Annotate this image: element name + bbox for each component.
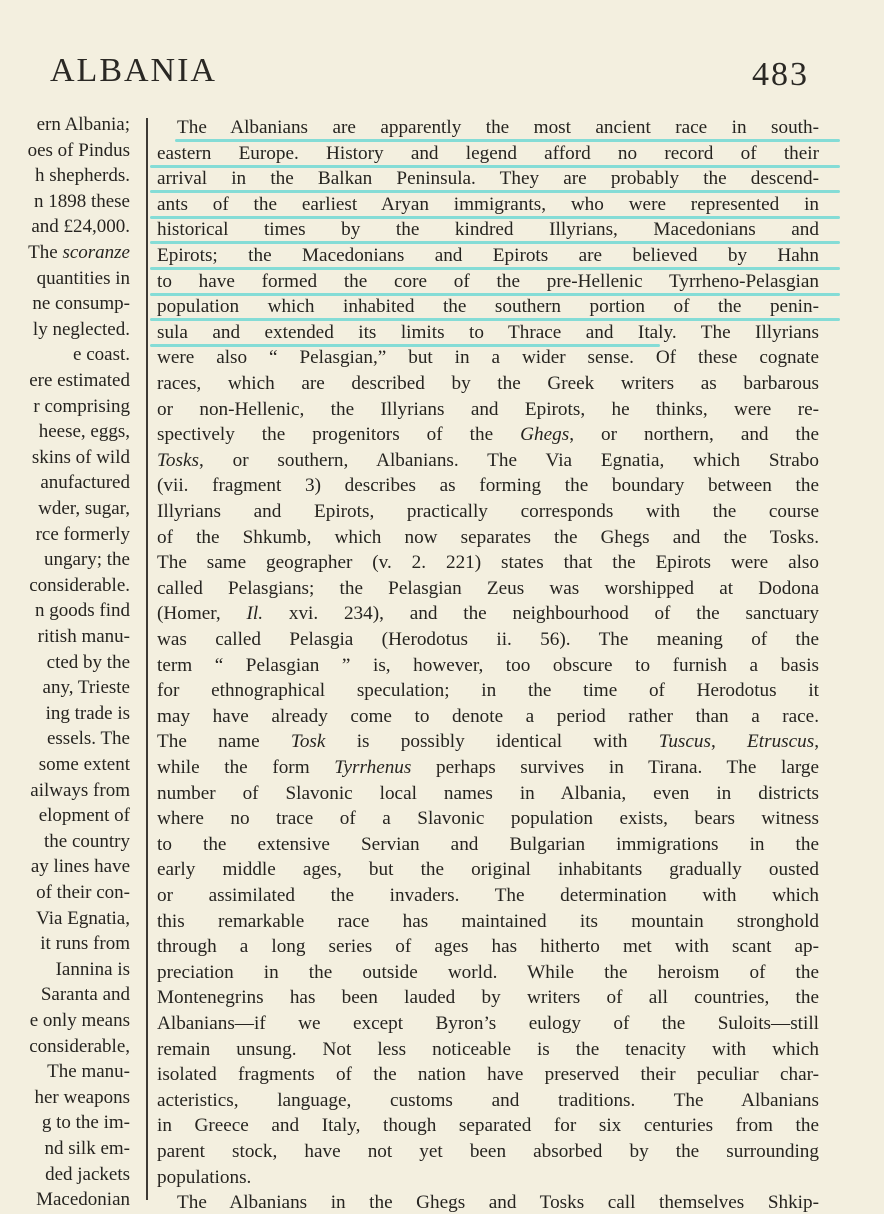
running-title: ALBANIA <box>50 52 217 89</box>
text-line: The Albanians are apparently the most ancient race in south- <box>177 117 819 138</box>
page-number: 483 <box>752 56 809 93</box>
text-line: eastern Europe. History and legend afford no record of their <box>157 142 819 164</box>
left-column-line: anufactured <box>40 472 130 494</box>
left-column-line: n 1898 these <box>33 190 130 212</box>
left-column-line: quantities in <box>36 267 130 289</box>
highlight-underline <box>150 190 840 193</box>
left-column-line: The manu- <box>47 1061 130 1083</box>
text-line: Tosks, or southern, Albanians. The Via Egnatia, which Strabo <box>157 449 819 471</box>
text-line: number of Slavonic local names in Albania, even in districts <box>157 782 819 804</box>
left-column-line: some extent <box>38 754 130 775</box>
text-line: this remarkable race has maintained its mountain stronghold <box>157 910 819 932</box>
left-column-line: ne consump- <box>32 293 130 315</box>
left-column-line: The scoranze <box>28 242 130 263</box>
left-column-line: her weapons <box>34 1086 130 1108</box>
text-line: (Homer, Il. xvi. 234), and the neighbourhood of the sanctuary <box>157 603 820 625</box>
text-line: arrival in the Balkan Peninsula. They are probably the descend- <box>157 168 819 190</box>
highlight-underline <box>150 318 840 321</box>
text-line: or non-Hellenic, the Illyrians and Epirots, he thinks, were re- <box>157 398 819 420</box>
left-column-line: ritish manu- <box>37 626 130 647</box>
text-line: of the Shkumb, which now separates the Ghegs and the Tosks. <box>157 526 819 548</box>
left-column-line: ing trade is <box>45 702 130 724</box>
text-line: remain unsung. Not less noticeable is the tenacity with which <box>157 1038 819 1060</box>
highlight-underline <box>150 267 840 270</box>
text-line: early middle ages, but the original inhabitants gradually ousted <box>157 859 819 881</box>
left-column-line: ailways from <box>30 779 130 801</box>
highlight-underline <box>150 165 840 168</box>
left-column-line: skins of wild <box>31 446 130 468</box>
text-line: Montenegrins has been lauded by writers of all countries, the <box>157 987 819 1009</box>
left-column-line: ay lines have <box>30 856 130 878</box>
text-line: while the form Tyrrhenus perhaps survives in Tirana. The large <box>157 757 819 778</box>
left-column-line: wder, sugar, <box>38 498 130 519</box>
highlight-underline <box>150 344 660 347</box>
text-line: parent stock, have not yet been absorbed by the surrounding <box>157 1141 819 1162</box>
text-line: acteristics, language, customs and traditions. The Albanians <box>157 1089 819 1111</box>
left-column-line: ded jackets <box>45 1163 130 1185</box>
text-line: to the extensive Servian and Bulgarian immigrations in the <box>157 833 819 855</box>
text-line: where no trace of a Slavonic population exists, bears witness <box>157 808 819 830</box>
text-line: were also “ Pelasgian,” but in a wider sense. Of these cognate <box>157 347 819 369</box>
text-line: ants of the earliest Aryan immigrants, who were represented in <box>157 193 819 215</box>
left-column-line: nd silk em- <box>44 1138 130 1159</box>
left-column-line: Via Egnatia, <box>36 907 130 929</box>
text-line: The same geographer (v. 2. 221) states that the Epirots were also <box>157 552 819 574</box>
text-line: called Pelasgians; the Pelasgian Zeus was worshipped at Dodona <box>157 577 819 599</box>
left-column-line: r comprising <box>33 395 130 417</box>
left-column-line: e only means <box>29 1010 130 1031</box>
highlight-underline <box>150 216 840 219</box>
text-line: (vii. fragment 3) describes as forming the boundary between the <box>157 475 819 497</box>
left-column-line: Saranta and <box>40 984 130 1006</box>
text-line: Epirots; the Macedonians and Epirots are believed by Hahn <box>157 245 819 266</box>
column-rule <box>146 118 148 1200</box>
left-column-line: n goods find <box>35 600 130 622</box>
text-line: may have already come to denote a period rather than a race. <box>157 705 819 727</box>
left-column-line: g to the im- <box>41 1112 130 1134</box>
left-column-line: considerable, <box>29 1035 130 1057</box>
left-column-line: the country <box>43 830 130 852</box>
text-line: populations. <box>157 1166 252 1188</box>
text-line: preciation in the outside world. While the heroism of the <box>157 961 819 983</box>
left-column-line: ere estimated <box>29 370 130 391</box>
left-column-line: rce formerly <box>35 523 130 545</box>
left-column-line: it runs from <box>40 933 130 955</box>
left-column-line: h shepherds. <box>35 165 130 187</box>
left-column-line: Macedonian <box>36 1189 130 1211</box>
text-line: or assimilated the invaders. The determination with which <box>157 885 819 906</box>
text-line: in Greece and Italy, though separated for six centuries from the <box>157 1115 819 1137</box>
left-column-line: cted by the <box>46 651 130 673</box>
text-line: The name Tosk is possibly identical with Tuscus, Etruscus, <box>157 731 819 753</box>
left-column-line: ungary; the <box>43 549 130 571</box>
text-line: Albanians—if we except Byron’s eulogy of the Suloits—still <box>157 1013 819 1034</box>
text-line: for ethnographical speculation; in the time of Herodotus it <box>157 680 819 702</box>
text-line: The Albanians in the Ghegs and Tosks call themselves Shkip- <box>177 1192 819 1214</box>
left-column-line: e coast. <box>73 344 130 366</box>
text-line: sula and extended its limits to Thrace and Italy. The Illyrians <box>157 321 819 343</box>
left-column-line: oes of Pindus <box>27 139 130 161</box>
text-line: races, which are described by the Greek writers as barbarous <box>157 373 819 394</box>
highlight-underline <box>175 139 840 142</box>
main-column <box>157 117 820 1214</box>
left-column-line: and £24,000. <box>31 216 130 238</box>
left-column-line: ern Albania; <box>36 114 130 135</box>
left-column-line: heese, eggs, <box>38 421 130 443</box>
text-line: population which inhabited the southern portion of the penin- <box>157 296 819 318</box>
text-line: spectively the progenitors of the Ghegs, or northern, and the <box>157 424 819 446</box>
left-column-line: of their con- <box>36 882 130 903</box>
highlight-underline <box>150 241 840 244</box>
left-column-fragment <box>0 114 130 1211</box>
highlight-underline <box>150 293 840 296</box>
text-line: to have formed the core of the pre-Hellenic Tyrrheno-Pelasgian <box>157 270 819 292</box>
text-line: isolated fragments of the nation have preserved their peculiar char- <box>157 1064 819 1086</box>
text-line: historical times by the kindred Illyrians, Macedonians and <box>157 219 819 241</box>
left-column-line: considerable. <box>29 574 130 596</box>
text-line: was called Pelasgia (Herodotus ii. 56). The meaning of the <box>157 629 819 650</box>
text-line: through a long series of ages has hitherto met with scant ap- <box>157 936 819 958</box>
left-column-line: essels. The <box>46 728 130 750</box>
left-column-line: any, Trieste <box>42 677 130 699</box>
left-column-line: ly neglected. <box>32 318 130 340</box>
text-line: Illyrians and Epirots, practically corresponds with the course <box>157 501 819 522</box>
left-column-line: elopment of <box>38 805 130 827</box>
text-line: term “ Pelasgian ” is, however, too obscure to furnish a basis <box>157 654 819 676</box>
left-column-line: Iannina is <box>55 958 130 980</box>
